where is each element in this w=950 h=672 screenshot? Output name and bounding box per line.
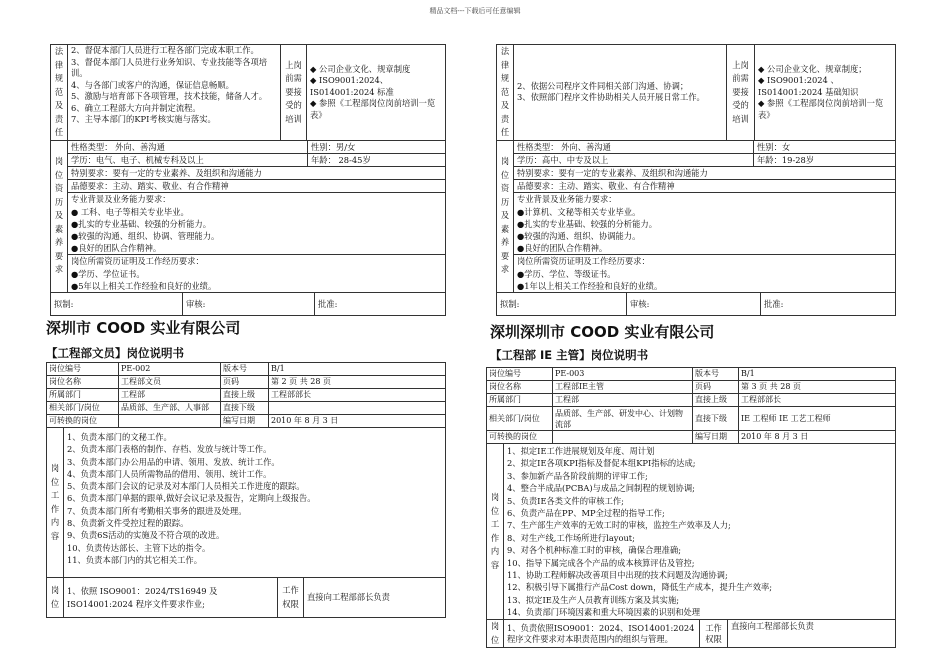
company-name-left: 深圳市 COOD 实业有限公司 — [46, 319, 241, 337]
authority-text: 直接向工程部部长负责 — [304, 578, 446, 618]
right-bottom-table — [486, 619, 896, 648]
left-document — [50, 44, 446, 316]
certs-block: 岗位所需资历证明及工作经历要求： ●学历、学位、等级证书。 ●1年以上相关工作经验和良好的业绩。 — [514, 255, 896, 293]
approve-field: 批准: — [761, 292, 896, 315]
left-top-table — [50, 44, 446, 141]
skills-block: 专业背景及业务能力要求： ● 工科、电子等相关专业毕业。 ●扎实的专业基础、较强的分析能力。 ●较强的沟通、组织、协调、管理能力。 ●良好的团队合作精神。 — [68, 193, 446, 255]
duties-list: 2、督促本部门人员进行工程各部门完成本职工作。 3、督促本部门人员进行业务知识、专业技能等各项培训。 4、与各部门或客户的沟通，保证信息畅顺。 5、激励与培育部下各项管理，技术技能，储备人才。 6、确立工程部大方向并制定流程。 7、主导本部门的KPI考核实施与落实。 — [68, 45, 281, 141]
legal-responsibility-label: 法 律 规 范 及 责 任 — [51, 45, 68, 141]
training-items: ◆ 公司企业文化、规章制度 ◆ ISO9001:2024、IS014001:2024 标准 ◆ 参照《工程部岗位岗前培训一览表》 — [307, 45, 446, 141]
left-work-table — [46, 427, 446, 578]
review-field: 审核: — [183, 292, 315, 315]
left-bottom-table — [46, 577, 446, 618]
age-field: 年龄：19-28岁 — [754, 153, 896, 166]
training-label: 上岗 前需 要接 受的 培训 — [281, 45, 307, 141]
personality-field: 性格类型： 外向、善沟通 — [68, 140, 308, 153]
bottom-label: 岗 位 — [47, 578, 64, 618]
right-job-info — [486, 367, 896, 648]
left-job-info — [46, 362, 446, 618]
education-field: 学历：高中、中专及以上 — [514, 153, 754, 166]
qualification-label: 岗 位 资 历 及 素 养 要 求 — [51, 140, 68, 292]
right-work-table — [486, 443, 896, 620]
skills-block: 专业背景及业务能力要求： ●计算机、文秘等相关专业毕业。 ●扎实的专业基础、较强的分析能力。 ●较强的沟通、组织、协调能力。 ●良好的团队合作精神。 — [514, 193, 896, 255]
personality-field: 性格类型： 外向、善沟通 — [514, 140, 754, 153]
right-document — [496, 44, 896, 316]
bottom-text: 1、负责依照ISO9001：2024、ISO14001:2024程序文件要求对本职责范围内的组织与管理。 — [504, 620, 700, 648]
training-items: ◆ 公司企业文化、规章制度； ◆ ISO9001:2024 、IS014001:2024 基础知识 ◆ 参照《工程部岗位岗前培训一览表》 — [755, 45, 896, 141]
education-field: 学历：电气、电子、机械专科及以上 — [68, 153, 308, 166]
job-title-left: 【工程部文员】岗位说明书 — [46, 346, 184, 360]
authority-label: 工作 权限 — [278, 578, 304, 618]
gender-field: 性别：女 — [754, 140, 896, 153]
bottom-text: 1、依照 ISO9001：2024/TS16949 及 ISO14001:2024 程序文件要求作业; — [64, 578, 278, 618]
header-note: 精品文档---下载后可任意编辑 — [429, 7, 521, 15]
left-info-table: 岗位编号 PE-002 版本号 B/1 岗位名称 工程部文员 页码 第 2 页 共 28 页 所属部门 工程部 直接上级 工程部部长 相关部门/岗位 品质部、生产部、人事部 直接下级 可转换的岗位 编写日期 2010 年 8 月 3 日 — [46, 362, 446, 428]
training-label: 上岗 前需 要接 受的 培训 — [727, 45, 755, 141]
left-qualification-table — [50, 140, 446, 293]
review-field: 审核: — [627, 292, 761, 315]
work-content-list: 1、拟定IE工作进展规划及年度、周计划 2、拟定IE各项KPI指标及督促本组KPI指标的达成; 3、参加新产品各阶段前期的评审工作; 4、整合半成品(PCBA)与成品之间制程的规划协调; 5、负责IE各类文件的审核工作; 6、负责产品在PP、MP全过程的指导工作; 7、生产部生产效率的无效工时的审核，监控生产效率及人力; 8、对生产线,工作场所进行layout; 9、对各个机种标准工时的审核，确保合理准确; 10、指导下属完成各个产品的成本核算评估及管控; 11、协助工程师解决改善项目中出现的技术问题及沟通协调; 12、积极引导下属推行产品Cost down，降低生产成本，提升生产效率; 13、拟定IE及生产人员教育训练方案及其实施; 14、负责部门环境因素和重大环境因素的识别和处理 — [504, 444, 896, 620]
right-info-table: 岗位编号 PE-003 版本号 B/1 岗位名称 工程部IE主管 页码 第 3 页 共 28 页 所属部门 工程部 直接上级 工程部部长 相关部门/岗位 品质部、生产部、研发中心、计划物流部 直接下级 IE 工程师 IE 工艺工程师 可转换的岗位 编写日期 2010 年 8 月 3 日 — [486, 367, 896, 444]
special-requirement: 特别要求：要有一定的专业素养、及组织和沟通能力 — [514, 166, 896, 179]
moral-requirement: 品德要求：主动、踏实、敬业、有合作精神 — [68, 180, 446, 193]
company-name-right: 深圳深圳市 COOD 实业有限公司 — [490, 323, 715, 341]
approve-field: 批准: — [315, 292, 446, 315]
age-field: 年龄： 28-45岁 — [308, 153, 446, 166]
right-qualification-table — [496, 140, 896, 293]
gender-field: 性别：男/女 — [308, 140, 446, 153]
work-content-label: 岗 位 工 作 内 容 — [47, 428, 64, 578]
qualification-label: 岗 位 资 历 及 素 养 要 求 — [497, 140, 514, 292]
duties-list: 2、依据公司程序文件同相关部门沟通、协调； 3、依照部门程序文件协助相关人员开展日常工作。 — [514, 45, 727, 141]
left-sign-table — [50, 292, 446, 316]
job-title-right: 【工程部 IE 主管】岗位说明书 — [490, 348, 649, 362]
bottom-label: 岗 位 — [487, 620, 504, 648]
draft-field: 拟制: — [497, 292, 627, 315]
work-content-list: 1、负责本部门的文秘工作。 2、负责本部门表格的制作、存档、发放与统计等工作。 3、负责本部门办公用品的申请、领用、发放、统计工作。 4、负责本部门人员所需物品的借用、领用、统计工作。 5、负责本部门会议的记录及对本部门人员相关工作进度的跟踪。 6、负责本部门单据的跟单,做好会议记录及报告，定期向上级报告。 7、负责本部门所有考勤相关事务的跟进及处理。 8、负责新文件受控过程的跟踪。 9、负责6S活动的实施及不符合项的改进。 10、负责传达部长、主管下达的指令。 11、负责本部门内的其它相关工作。 — [64, 428, 446, 578]
authority-text: 直接向工程部部长负责 — [728, 620, 896, 648]
certs-block: 岗位所需资历证明及工作经历要求： ●学历、学位证书。 ●5年以上相关工作经验和良好的业绩。 — [68, 255, 446, 293]
work-content-label: 岗 位 工 作 内 容 — [487, 444, 504, 620]
special-requirement: 特别要求：要有一定的专业素养、及组织和沟通能力 — [68, 166, 446, 179]
authority-label: 工作 权限 — [700, 620, 728, 648]
right-sign-table — [496, 292, 896, 316]
moral-requirement: 品德要求：主动、踏实、敬业、有合作精神 — [514, 180, 896, 193]
legal-responsibility-label: 法 律 规 范 及 责 任 — [497, 45, 514, 141]
right-top-table — [496, 44, 896, 141]
draft-field: 拟制: — [51, 292, 183, 315]
